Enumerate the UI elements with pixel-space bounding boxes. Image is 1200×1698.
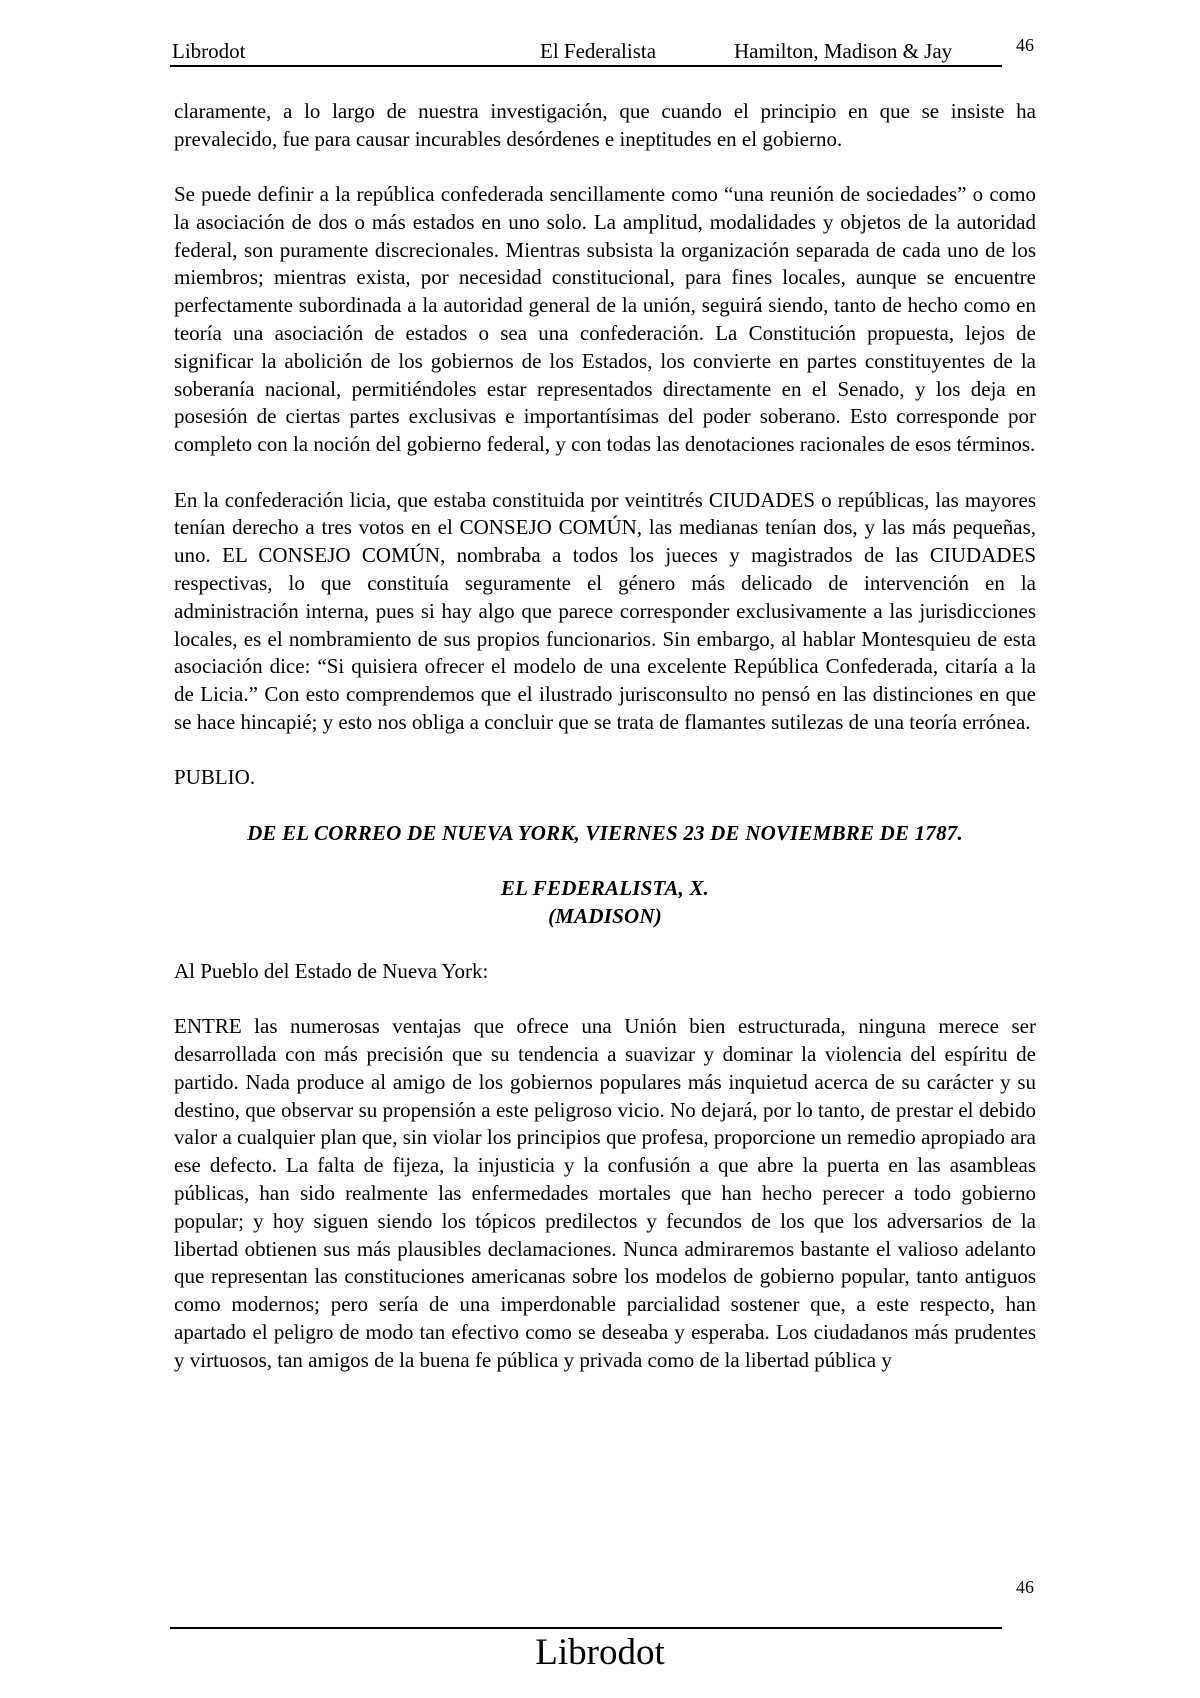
paragraph-confederate-republic: Se puede definir a la república confederada sencillamente como “una reunión de sociedades” o como la asociación de dos o más estados en uno solo. La amplitud, modalidades y objetos de la autoridad federal, son puramente discrecionales. Mientras subsista la organización separada de cada uno de los miembros; mientras exista, por necesidad constitucional, para fines locales, aunque se encuentre perfectamente subordinada a la autoridad general de la unión, seguirá siendo, tanto de hecho como en teoría una asociación de estados o sea una confederación. La Constitución propuesta, lejos de significar la abolición de los gobiernos de los Estados, los convierte en partes constituyentes de la soberanía nacional, permitiéndoles estar representados directamente en el Senado, y los deja en posesión de ciertas partes exclusivas e importantísimas del poder soberano. Esto corresponde por completo con la noción del gobierno federal, y con todas las denotaciones racionales de esos términos. <box>174 182 1036 457</box>
paragraph-faction: ENTRE las numerosas ventajas que ofrece una Unión bien estructurada, ninguna merece ser desarrollada con más precisión que su tendencia a suavizar y dominar la violencia del espíritu de partido. Nada produce al amigo de los gobiernos populares más inquietud acerca de su carácter y su destino, que observar su propensión a este peligroso vicio. No dejará, por lo tanto, de prestar el debido valor a cualquier plan que, sin violar los principios que profesa, proporcione un remedio apropiado ara ese defecto. La falta de fijeza, la injusticia y la confusión a que abre la puerta en las asambleas públicas, han sido realmente las enfermedades mortales que han hecho perecer a todo gobierno popular; y hoy siguen siendo los tópicos predilectos y fecundos de los que los adversarios de la libertad obtienen sus más plausibles declamaciones. Nunca admiraremos bastante el valioso adelanto que representan las constituciones americanas sobre los modelos de gobierno popular, tanto antiguos como modernos; pero sería de una imperdonable parcialidad sostener que, a este respecto, han apartado el peligro de modo tan efectivo como se deseaba y esperaba. Los ciudadanos más prudentes y virtuosos, tan amigos de la buena fe pública y privada como de la libertad pública y <box>174 1014 1036 1372</box>
header-authors: Hamilton, Madison & Jay <box>734 39 953 63</box>
header-divider <box>170 65 1002 67</box>
paragraph-continuation: claramente, a lo largo de nuestra investigación, que cuando el principio en que se insiste ha prevalecido, fue para causar incurables desórdenes e ineptitudes en el gobierno. <box>174 99 1036 151</box>
dateline: DE EL CORREO DE NUEVA YORK, VIERNES 23 DE NOVIEMBRE DE 1787. <box>247 820 963 845</box>
header-source: Librodot <box>172 39 246 63</box>
essay-author: (MADISON) <box>548 903 662 928</box>
paragraph-lycian-confederacy: En la confederación licia, que estaba constituida por veintitrés CIUDADES o repúblicas, las mayores tenían derecho a tres votos en el CONSEJO COMÚN, las medianas tenían dos, y las más pequeñas, uno. EL CONSEJO COMÚN, nombraba a todos los jueces y magistrados de las CIUDADES respectivas, lo que constituía seguramente el género más delicado de intervención en la administración interna, pues si hay algo que parece corresponder exclusivamente a las jurisdicciones locales, es el nombramiento de sus propios funcionarios. Sin embargo, al hablar Montesquieu de esta asociación dice: “Si quisiera ofrecer el modelo de una excelente República Confederada, citaría a la de Licia.” Con esto comprendemos que el ilustrado jurisconsulto no pensó en las distinciones en que se hace hincapié; y esto nos obliga a concluir que se trata de flamantes sutilezas de una teoría errónea. <box>174 487 1036 734</box>
signature-publio: PUBLIO. <box>174 765 256 790</box>
page-body <box>174 98 1036 1402</box>
page-number-top: 46 <box>1016 35 1034 55</box>
salutation: Al Pueblo del Estado de Nueva York: <box>174 958 489 983</box>
footer-brand: Librodot <box>535 1632 665 1673</box>
header-book-title: El Federalista <box>540 39 657 63</box>
page-number-bottom: 46 <box>1016 1577 1034 1597</box>
footer-divider <box>170 1627 1002 1629</box>
essay-title: EL FEDERALISTA, X. <box>500 875 710 900</box>
essay-heading <box>174 875 1036 931</box>
running-header <box>172 36 1002 66</box>
